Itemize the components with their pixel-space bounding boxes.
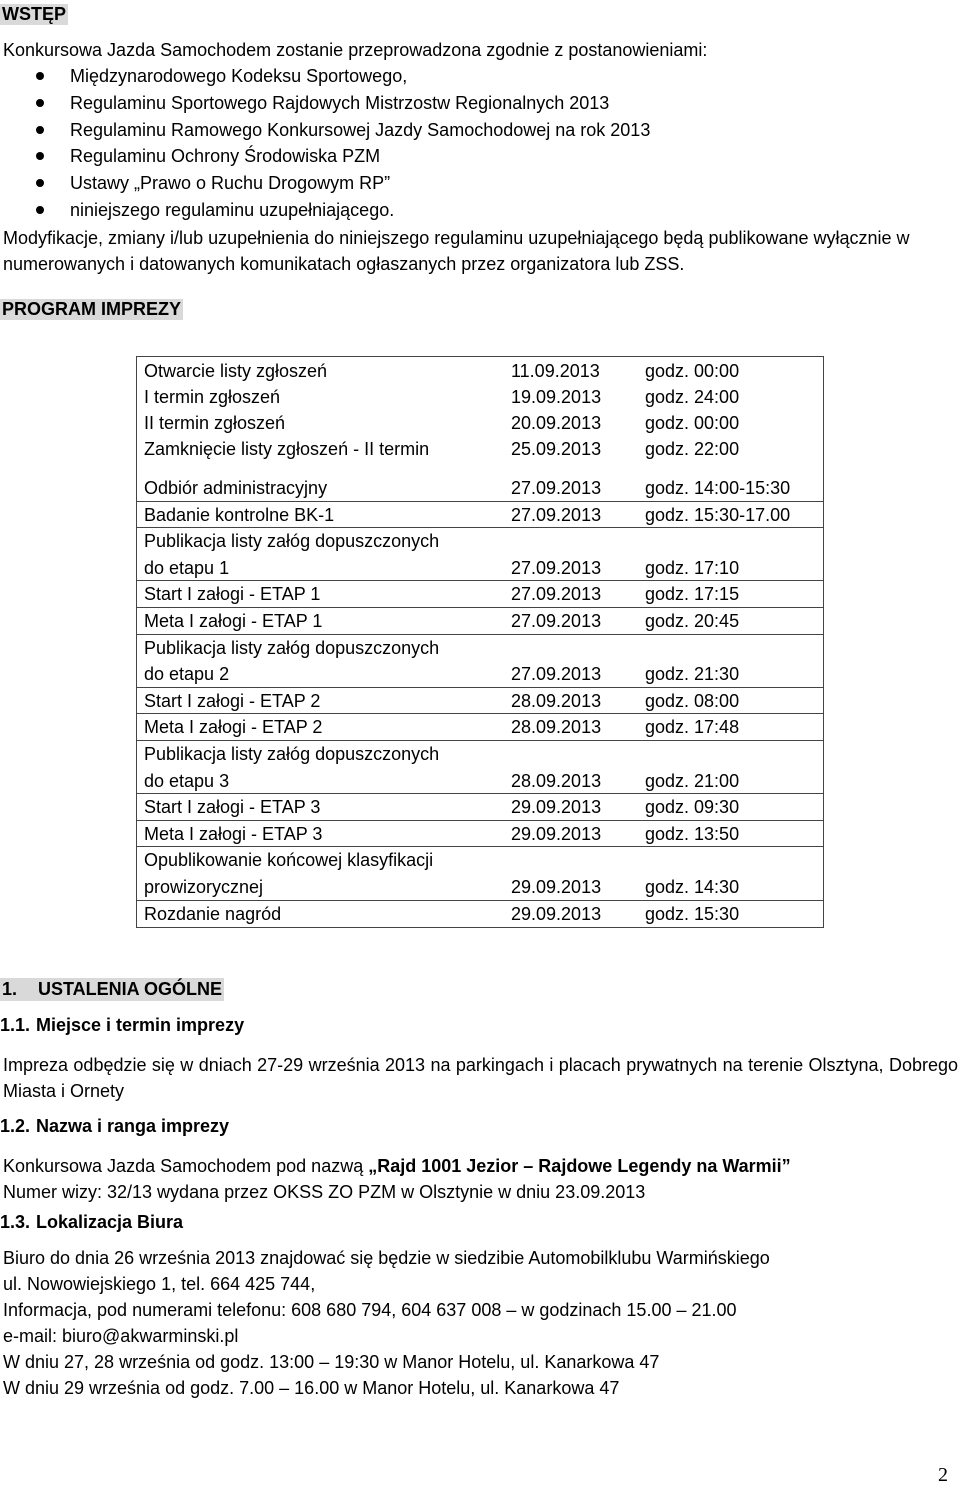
section-1-2-heading: 1.2. Nazwa i ranga imprezy [0,1116,230,1136]
schedule-table [136,356,824,928]
date-cell: 27.09.2013 [511,611,602,631]
event-cell-cont: do etapu 3 [144,770,230,791]
list-item: Międzynarodowego Kodeksu Sportowego, [0,63,650,90]
time-cell: godz. 21:30 [645,664,740,685]
date-cell: 19.09.2013 [511,387,602,407]
time-cell: godz. 13:50 [645,823,740,844]
time-cell: godz. 00:00 [645,361,740,381]
date-cell: 27.09.2013 [511,478,602,498]
event-cell: Publikacja listy załóg dopuszczonych [144,637,440,658]
office-line: Informacja, pod numerami telefonu: 608 680 794, 604 637 008 – w godzinach 15.00 – 21.00 [3,1300,737,1320]
time-cell: godz. 24:00 [645,387,740,407]
visa-line: Numer wizy: 32/13 wydana przez OKSS ZO PZM w Olsztynie w dniu 23.09.2013 [3,1182,646,1202]
time-cell: godz. 15:30-17.00 [645,504,791,525]
event-cell: Publikacja listy załóg dopuszczonych [144,744,440,764]
event-cell: Meta I załogi - ETAP 2 [144,717,323,738]
bullet-icon [36,72,44,80]
section-1-2-text [3,1153,791,1205]
office-line: Biuro do dnia 26 września 2013 znajdować się będzie w siedzibie Automobilklubu Warmińskiego [3,1248,770,1268]
date-cell: 28.09.2013 [511,690,602,711]
office-line: ul. Nowowiejskiego 1, tel. 664 425 744, [3,1274,316,1294]
modifications-text: Modyfikacje, zmiany i/lub uzupełnienia do niniejszego regulaminu uzupełniającego będą publikowane wyłącznie w numerowanych i datowanych komunikatach ogłaszanych przez organizatora lub ZSS. [3,228,910,274]
event-cell: Otwarcie listy zgłoszeń [144,361,328,381]
date-cell: 29.09.2013 [511,797,602,818]
event-cell: II termin zgłoszeń [144,413,286,433]
bullet-icon [36,99,44,107]
intro-text: Konkursowa Jazda Samochodem zostanie przeprowadzona zgodnie z postanowieniami: [3,40,708,60]
office-line: W dniu 27, 28 września od godz. 13:00 – 19:30 w Manor Hotelu, ul. Kanarkowa 47 [3,1352,660,1372]
event-cell: Rozdanie nagród [144,903,282,924]
date-cell: 11.09.2013 [511,361,600,381]
event-cell: Badanie kontrolne BK-1 [144,504,335,525]
date-cell: 29.09.2013 [511,877,602,897]
regulations-list [0,63,650,224]
time-cell: godz. 17:10 [645,557,740,578]
event-cell-cont: do etapu 2 [144,664,230,685]
page-number: 2 [938,1464,948,1486]
section-1-3-heading: 1.3. Lokalizacja Biura [0,1212,184,1232]
time-cell: godz. 14:00-15:30 [645,478,791,498]
section-1-heading: 1. USTALENIA OGÓLNE [2,979,222,999]
list-item: Regulaminu Ochrony Środowiska PZM [0,143,650,170]
section-1-1-text: Impreza odbędzie się w dniach 27-29 września 2013 na parkingach i placach prywatnych na terenie Olsztyna, Dobrego Miasta i Ornety [3,1055,958,1101]
event-cell: I termin zgłoszeń [144,387,281,407]
date-cell: 29.09.2013 [511,823,602,844]
section-1-1-heading: 1.1. Miejsce i termin imprezy [0,1015,245,1035]
date-cell: 20.09.2013 [511,413,602,433]
time-cell: godz. 17:15 [645,584,740,605]
list-item: Ustawy „Prawo o Ruchu Drogowym RP” [0,170,650,197]
date-cell: 25.09.2013 [511,439,602,459]
bullet-icon [36,152,44,160]
event-name-line: Konkursowa Jazda Samochodem pod nazwą „Rajd 1001 Jezior – Rajdowe Legendy na Warmii” [3,1156,791,1176]
intro-heading: WSTĘP [2,4,67,24]
event-cell: Opublikowanie końcowej klasyfikacji [144,850,434,871]
time-cell: godz. 22:00 [645,439,740,459]
office-line: e-mail: biuro@akwarminski.pl [3,1326,239,1346]
event-cell: Meta I załogi - ETAP 1 [144,611,323,631]
event-cell: Zamknięcie listy zgłoszeń - II termin [144,439,430,459]
program-heading: PROGRAM IMPREZY [2,299,182,319]
date-cell: 27.09.2013 [511,557,602,578]
date-cell: 28.09.2013 [511,717,602,738]
event-cell: Publikacja listy załóg dopuszczonych [144,531,440,552]
list-item: Regulaminu Sportowego Rajdowych Mistrzostw Regionalnych 2013 [0,90,650,117]
event-cell-cont: do etapu 1 [144,557,230,578]
time-cell: godz. 17:48 [645,717,740,738]
time-cell: godz. 08:00 [645,690,740,711]
time-cell: godz. 20:45 [645,611,740,631]
section-1-3-text [3,1245,770,1401]
event-cell: Start I załogi - ETAP 2 [144,690,321,711]
bullet-icon [36,206,44,214]
event-cell: Odbiór administracyjny [144,478,328,498]
time-cell: godz. 14:30 [645,877,740,897]
time-cell: godz. 00:00 [645,413,740,433]
date-cell: 27.09.2013 [511,664,602,685]
bullet-icon [36,126,44,134]
date-cell: 27.09.2013 [511,584,602,605]
event-cell: Start I załogi - ETAP 1 [144,584,321,605]
office-line: W dniu 29 września od godz. 7.00 – 16.00 w Manor Hotelu, ul. Kanarkowa 47 [3,1378,620,1398]
date-cell: 28.09.2013 [511,770,602,791]
event-cell: Start I załogi - ETAP 3 [144,797,321,818]
time-cell: godz. 15:30 [645,903,740,924]
list-item: Regulaminu Ramowego Konkursowej Jazdy Samochodowej na rok 2013 [0,117,650,144]
date-cell: 27.09.2013 [511,504,602,525]
list-item: niniejszego regulaminu uzupełniającego. [0,197,650,224]
date-cell: 29.09.2013 [511,903,602,924]
event-cell: Meta I załogi - ETAP 3 [144,823,323,844]
bullet-icon [36,179,44,187]
time-cell: godz. 09:30 [645,797,740,818]
event-cell-cont: prowizorycznej [144,877,264,897]
time-cell: godz. 21:00 [645,770,740,791]
